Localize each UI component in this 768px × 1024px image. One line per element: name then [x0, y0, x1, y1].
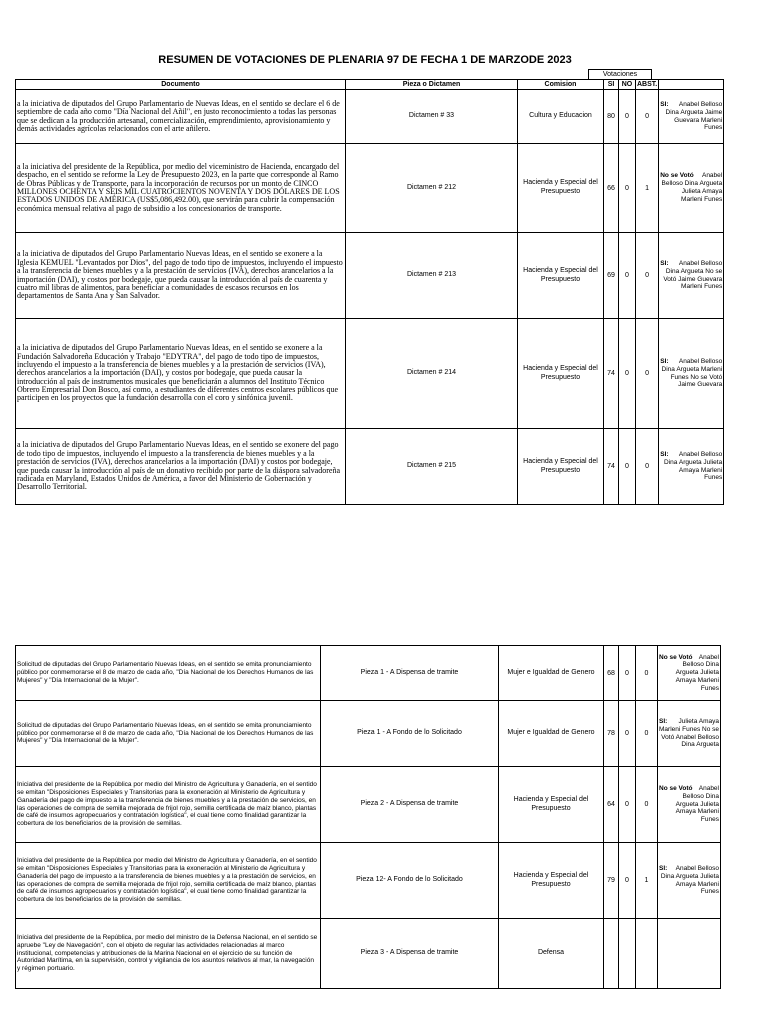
comision-cell: Hacienda y Especial del Presupuesto — [518, 319, 604, 429]
abst-count: 0 — [636, 429, 659, 505]
si-count: 69 — [604, 233, 619, 319]
table-row — [16, 233, 724, 319]
comision-cell: Hacienda y Especial del Presupuesto — [518, 233, 604, 319]
vote-label: SI: — [660, 259, 669, 267]
abst-count: 1 — [636, 144, 659, 233]
vote-label: SI: — [660, 357, 669, 365]
vote-detail-cell — [659, 90, 724, 144]
pieza-cell: Pieza 12- A Fondo de lo Solicitado — [321, 843, 499, 919]
doc-cell: Solicitud de diputadas del Grupo Parlamentario Nuevas Ideas, en el sentido se emita pronunciamiento público por conmemorarse el 8 de marzo de cada año, "Día Nacional de los Derechos Humanos de las Mujeres" y "Día Internacional de la Mujer". — [16, 646, 321, 701]
vote-names: Anabel Belloso Dina Argueta Julieta Amaya Marleni Funes — [660, 864, 719, 896]
table-row — [16, 843, 721, 919]
abst-count: 1 — [636, 843, 658, 919]
header-si: SI — [604, 80, 619, 90]
comision-cell: Defensa — [499, 919, 604, 989]
header-pieza: Pieza o Dictamen — [346, 80, 518, 90]
abst-count: 0 — [636, 767, 658, 843]
si-count: 66 — [604, 144, 619, 233]
vote-label: SI: — [660, 100, 669, 108]
pieza-cell: Pieza 1 - A Dispensa de tramite — [321, 646, 499, 701]
si-count: 80 — [604, 90, 619, 144]
table-row — [16, 319, 724, 429]
no-count: 0 — [619, 144, 636, 233]
vote-detail-cell — [658, 767, 721, 843]
pieza-cell: Dictamen # 215 — [346, 429, 518, 505]
doc-cell: Iniciativa del presidente de la República por medio del Ministro de Agricultura y Ganadería, en el sentido se emitan "Disposiciones Especiales y Transitorias para la exoneración al Ministerio de Agricultura y Ganadería del pago de impuesto a la transferencia de bienes muebles y a la prestación de servicios, en las operaciones de compra de semilla mejorada de frijol rojo, semilla certificada de maíz blanco, plantas de café de insumos agropecuarios y contratación logística", el cual tiene como finalidad garantizar la cobertura de los beneficiarios de la provisión de semillas. — [16, 843, 321, 919]
votaciones-group-header: Votaciones — [588, 69, 652, 80]
table-row — [16, 90, 724, 144]
table-header-row — [16, 80, 724, 90]
pieza-cell: Pieza 2 - A Dispensa de tramite — [321, 767, 499, 843]
no-count: 0 — [619, 429, 636, 505]
header-abst: ABST. — [637, 81, 658, 88]
doc-cell: a la iniciativa de diputados del Grupo Parlamentario Nuevas Ideas, en el sentido se exonere a la Iglesia KEMUEL "Levantados por Dios", del pago de todo tipo de impuestos, incluyendo el impuesto a la transferencia de bienes muebles y a la prestación de servicios (IVA), derechos arancelarios a la importación (DAI), y costos por bodegaje, que pueda causar la introducción al país de cuarenta y cuatro mil libras de alimentos, para beneficiar a comunidades de escasos recursos en los departamentos de Santa Ana y San Salvador. — [16, 233, 346, 319]
no-count: 0 — [619, 319, 636, 429]
table-row — [16, 646, 721, 701]
table-row — [16, 701, 721, 767]
vote-detail-cell — [659, 144, 724, 233]
vote-names: Anabel Belloso Dina Argueta Julieta Amaya Marleni Funes — [675, 653, 719, 692]
pieza-cell: Pieza 3 - A Dispensa de tramite — [321, 919, 499, 989]
pieza-cell: Dictamen # 214 — [346, 319, 518, 429]
vote-names: Anabel Belloso Dina Argueta Jaime Guevara Marleni Funes — [665, 100, 723, 132]
doc-cell: a la iniciativa de diputados del Grupo Parlamentario Nuevas Ideas, en el sentido se exonere del pago de todo tipo de impuestos, incluyendo el impuesto a la transferencia de bienes muebles y a la prestación de servicios (IVA), derechos arancelarios a la importación (DAI) y costos por bodegaje, que pueda causar la introducción al país de un donativo recibido por parte de la diáspora salvadoreña radicada en Maryland, Estados Unidos de América, a favor del Ministerio de Gobernación y Desarrollo Territorial. — [16, 429, 346, 505]
doc-cell: a la iniciativa de diputados del Grupo Parlamentario Nuevas Ideas, en el sentido se exonere a la Fundación Salvadoreña Educación y Trabajo "EDYTRA", del pago de todo tipo de impuestos, incluyendo el impuesto a la transferencia de bienes muebles y a la prestación de servicios (IVA), derechos arancelarios a la importación (DAI), y costos por bodegaje, que pueda causar la introducción al país de instrumentos musicales que beneficiarán a alumnos del Instituto Técnico Obrero Empresarial Don Bosco, así como, a estudiantes de diferentes centros escolares públicos que participen en los proyectos que la fundación desarrolla con el coro y sinfónica juvenil. — [16, 319, 346, 429]
vote-label: SI: — [659, 864, 668, 872]
no-count: 0 — [619, 843, 636, 919]
comision-cell: Hacienda y Especial del Presupuesto — [518, 144, 604, 233]
comision-cell: Hacienda y Especial del Presupuesto — [518, 429, 604, 505]
header-votes-detail — [659, 80, 724, 90]
vote-detail-cell — [658, 646, 721, 701]
pieza-cell: Dictamen # 213 — [346, 233, 518, 319]
page-title: RESUMEN DE VOTACIONES DE PLENARIA 97 DE FECHA 1 DE MARZODE 2023 — [158, 54, 572, 66]
comision-cell: Hacienda y Especial del Presupuesto — [499, 843, 604, 919]
doc-cell: Iniciativa del presidente de la República, por medio del ministro de la Defensa Nacional, en el sentido se apruebe "Ley de Navegación", con el objeto de regular las actividades relacionadas al marco institucional, competencias y atribuciones de la Marina Nacional en el ejercicio de su función de Autoridad Marítima, en la supervisión, control y vigilancia de los asuntos relativos al mar, la navegación y régimen portuario. — [16, 919, 321, 989]
vote-detail-cell — [659, 319, 724, 429]
vote-detail-cell — [659, 233, 724, 319]
pieza-cell: Pieza 1 - A Fondo de lo Solicitado — [321, 701, 499, 767]
no-count — [619, 919, 636, 989]
abst-count: 0 — [636, 319, 659, 429]
table-row — [16, 919, 721, 989]
header-no: NO — [619, 80, 636, 90]
comision-cell: Hacienda y Especial del Presupuesto — [499, 767, 604, 843]
si-count: 64 — [604, 767, 619, 843]
no-count: 0 — [619, 233, 636, 319]
table-row — [16, 429, 724, 505]
comision-cell: Mujer e Igualdad de Genero — [499, 701, 604, 767]
header-documento: Documento — [16, 80, 346, 90]
no-count: 0 — [619, 767, 636, 843]
no-count: 0 — [619, 646, 636, 701]
si-count: 74 — [604, 319, 619, 429]
doc-cell: a la iniciativa de diputados del Grupo Parlamentario de Nuevas Ideas, en el sentido se declare el 6 de septiembre de cada año como "Día Nacional del Añil", en justo reconocimiento a todas las personas que se dedican a la producción artesanal, comercialización, emprendimiento, aprovisionamiento y demás actividades agrícolas relacionados con el arte añilero. — [16, 90, 346, 144]
si-count: 78 — [604, 701, 619, 767]
doc-cell: Solicitud de diputadas del Grupo Parlamentario Nuevas Ideas, en el sentido se emita pronunciamiento público por conmemorarse el 8 de marzo de cada año, "Día Nacional de los Derechos Humanos de las Mujeres" y "Día Internacional de la Mujer". — [16, 701, 321, 767]
vote-detail-cell — [658, 701, 721, 767]
si-count: 68 — [604, 646, 619, 701]
vote-label: No se Votó — [660, 172, 694, 180]
votes-table-2 — [15, 645, 721, 989]
abst-count: 0 — [636, 646, 658, 701]
vote-names: Anabel Belloso Dina Argueta Julieta Amaya Marleni Funes — [661, 172, 723, 203]
vote-detail-cell — [658, 843, 721, 919]
table-row — [16, 767, 721, 843]
no-count: 0 — [619, 701, 636, 767]
comision-cell: Mujer e Igualdad de Genero — [499, 646, 604, 701]
vote-names: Anabel Belloso Dina Argueta No se Votó Jaime Guevara Marleni Funes — [663, 259, 723, 291]
no-count: 0 — [619, 90, 636, 144]
vote-label: SI: — [660, 450, 669, 458]
si-count: 79 — [604, 843, 619, 919]
comision-cell: Cultura y Educacion — [518, 90, 604, 144]
vote-label: SI: — [659, 717, 668, 725]
vote-detail-cell — [658, 919, 721, 989]
pieza-cell: Dictamen # 212 — [346, 144, 518, 233]
vote-detail-cell — [659, 429, 724, 505]
vote-names: Anabel Belloso Dina Argueta Marleni Funes No se Votó Jaime Guevara — [661, 357, 723, 389]
abst-count: 0 — [636, 233, 659, 319]
header-comision: Comision — [518, 80, 604, 90]
abst-count: 0 — [636, 701, 658, 767]
si-count: 74 — [604, 429, 619, 505]
doc-cell: a la iniciativa del presidente de la República, por medio del viceministro de Hacienda, encargado del despacho, en el sentido se reforme la Ley de Presupuesto 2023, en la parte que corresponde al Ramo de Obras Públicas y de Transporte, para la incorporación de recursos por un monto de CINCO MILLONES OCHENTA Y SEIS MIL CUATROCIENTOS NOVENTA Y DOS DÓLARES DE LOS ESTADOS UNIDOS DE AMÉRICA (US$5,086,492.00), que servirán para cubrir la compensación económica mensual relativa al pago de subsidio a los concesionarios de transporte. — [16, 144, 346, 233]
table-row — [16, 144, 724, 233]
si-count — [604, 919, 619, 989]
vote-names: Anabel Belloso Dina Argueta Julieta Amaya Marleni Funes — [664, 450, 723, 482]
abst-count — [636, 919, 658, 989]
abst-count: 0 — [636, 90, 659, 144]
vote-label: No se Votó — [659, 653, 693, 661]
votes-table-1 — [15, 79, 724, 505]
pieza-cell: Dictamen # 33 — [346, 90, 518, 144]
vote-names: Julieta Amaya Marleni Funes No se Votó Anabel Belloso Dina Argueta — [659, 717, 719, 749]
vote-names: Anabel Belloso Dina Argueta Julieta Amaya Marleni Funes — [675, 785, 719, 824]
doc-cell: Iniciativa del presidente de la República por medio del Ministro de Agricultura y Ganadería, en el sentido se emitan "Disposiciones Especiales y Transitorias para la exoneración al Ministerio de Agricultura y Ganadería del pago de impuesto a la transferencia de bienes muebles y a la prestación de servicios, en las operaciones de compra de semilla mejorada de frijol rojo, semilla certificada de maíz blanco, plantas de café de insumos agropecuarios y contratación logística", el cual tiene como finalidad garantizar la cobertura de los beneficiarios de la provisión de semillas. — [16, 767, 321, 843]
vote-label: No se Votó — [659, 785, 693, 792]
